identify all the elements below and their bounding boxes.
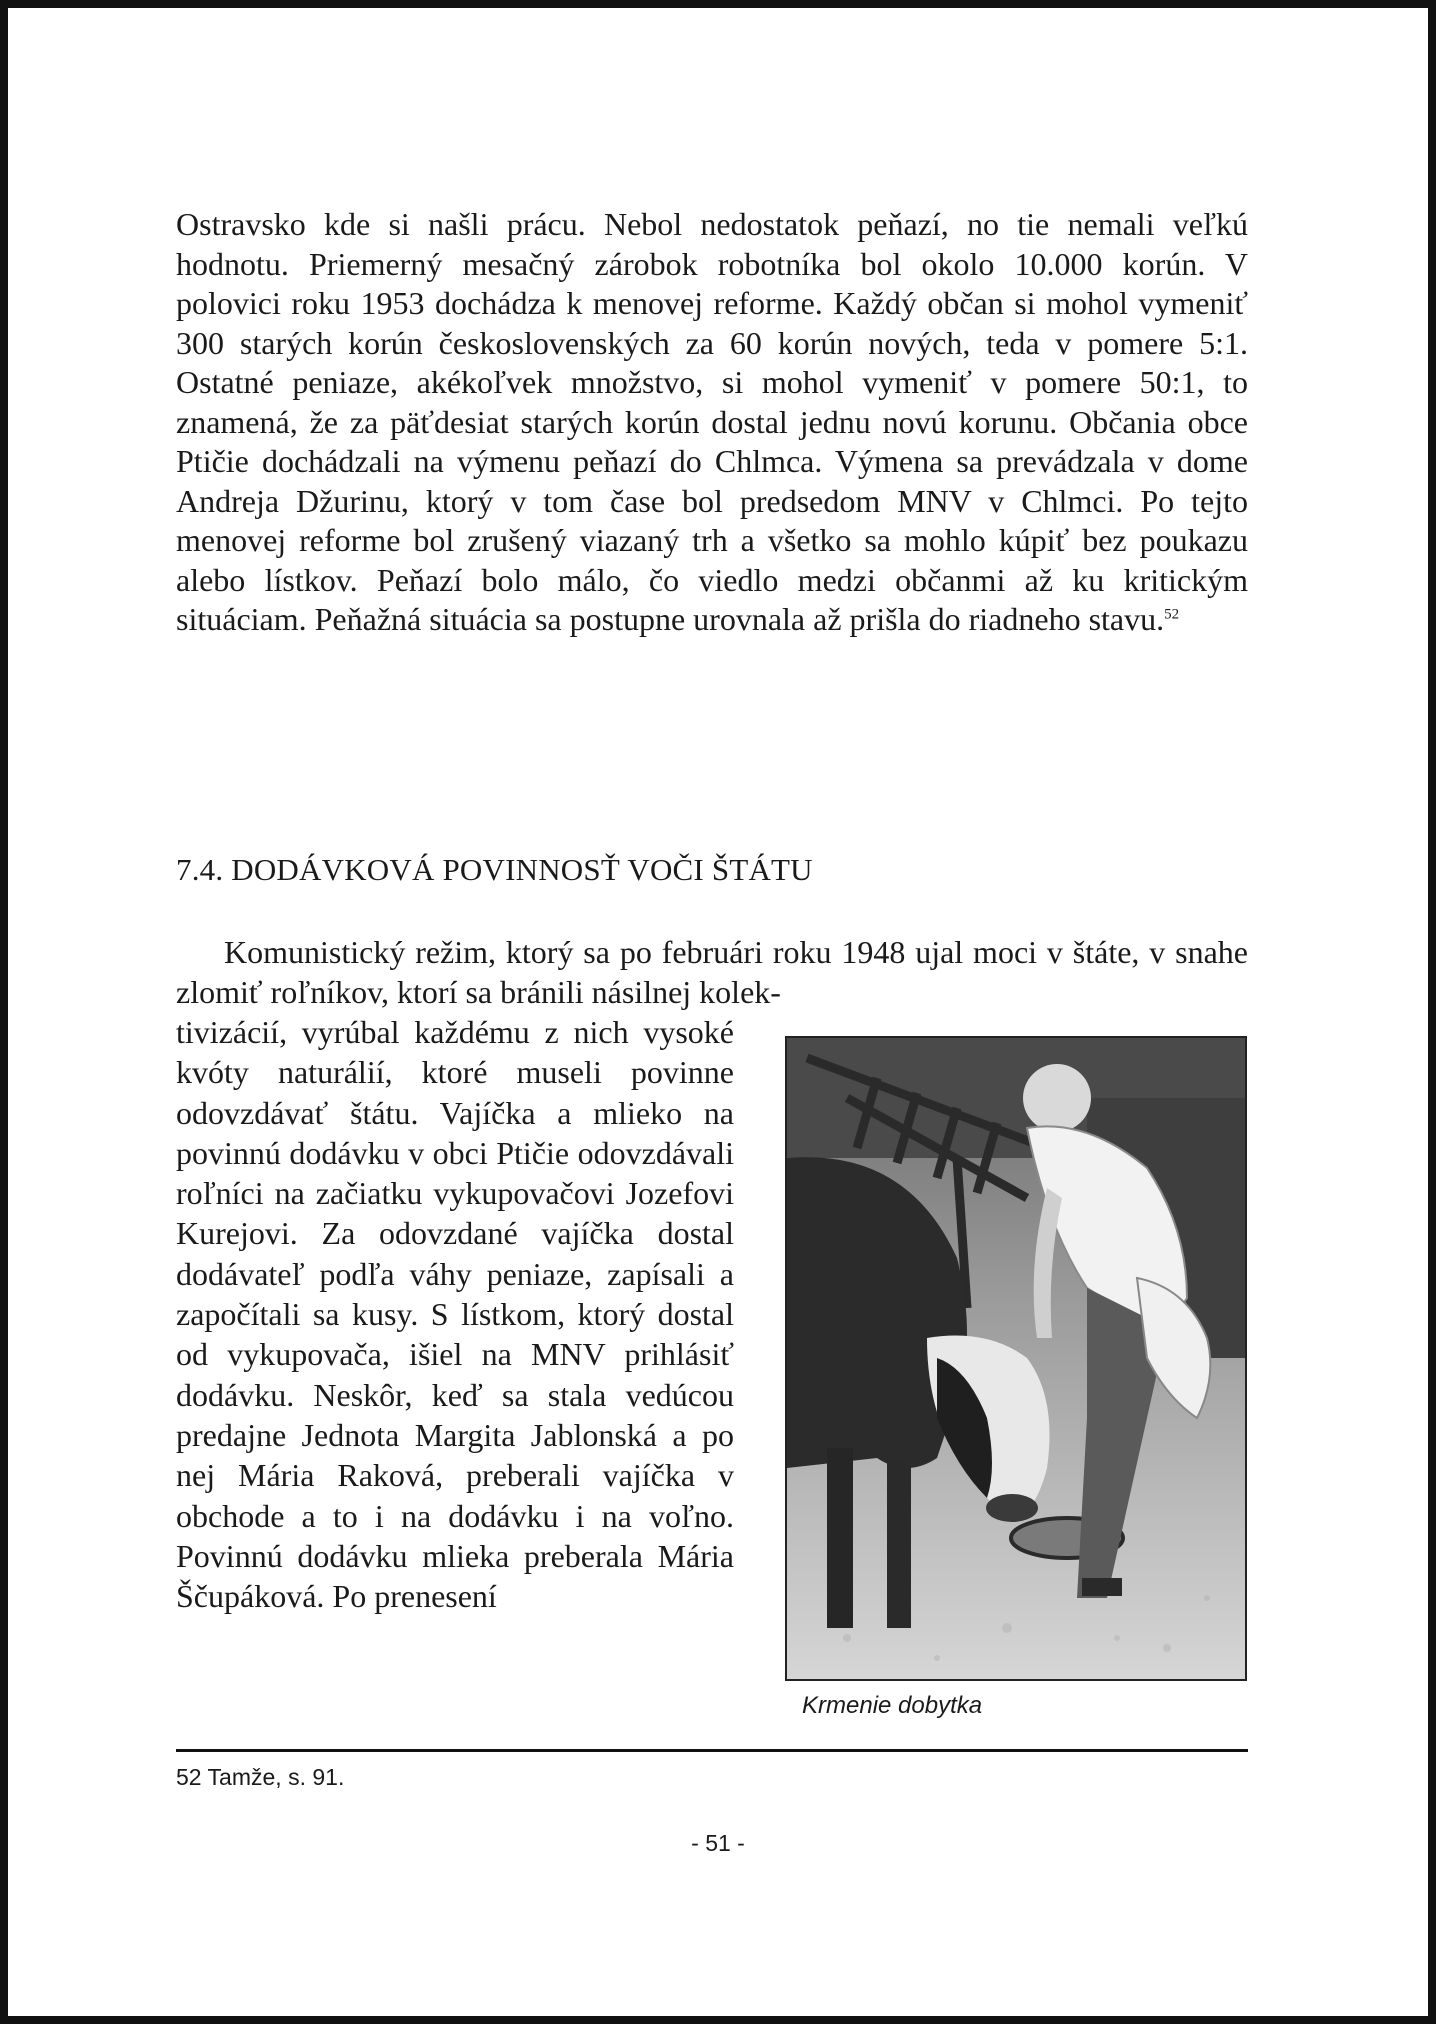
photo-caption: Krmenie dobytka — [802, 1692, 983, 1719]
photo-illustration — [787, 1038, 1245, 1679]
body-paragraph-column: tivizácií, vyrúbal každému z nich vysoké kvóty naturálií, ktoré museli povinne odovzdávať štátu. Vajíčka a mlieko na povinnú dodávku v obci Ptičie odovzdávali roľníci na začiatku vykupovačovi Jozefovi Kurejovi. Za odovzdané vajíčka dostal dodávateľ podľa váhy peniaze, zapísali a započítali sa kusy. S lístkom, ktorý dostal od vykupovača, išiel na MNV prihlásiť dodávku. Neskôr, keď sa stala vedúcou predajne Jednota Margita Jablonská a po nej Mária Raková, preberali vajíčka v obchode a to i na dodávku i na voľno. Povinnú dodávku mlieka preberala Mária Ščupáková. Po prenesení — [176, 1014, 734, 1615]
section-heading: 7.4. DODÁVKOVÁ POVINNOSŤ VOČI ŠTÁTU — [176, 852, 813, 887]
footnote-reference: 52 — [1164, 606, 1180, 623]
footnote: 52 Tamže, s. 91. — [176, 1764, 345, 1790]
photo-feeding-cattle — [785, 1036, 1247, 1681]
footnote-divider — [176, 1749, 1248, 1752]
body-paragraph-intro: Komunistický režim, ktorý sa po februári roku 1948 ujal moci v štáte, v snahe zlomiť roľníkov, ktorí sa bránili násilnej kolek- — [176, 934, 1248, 1010]
page-number: - 51 - — [691, 1830, 745, 1856]
paragraph-text: Ostravsko kde si našli prácu. Nebol nedostatok peňazí, no tie nemali veľkú hodnotu. Priemerný mesačný zárobok robotníka bol okolo 10.000 korún. V polovici roku 1953 dochádza k menovej reforme. Každý občan si mohol vymeniť 300 starých korún československých za 60 korún nových, teda v pomere 5:1. Ostatné peniaze, akékoľvek množstvo, si mohol vymeniť v pomere 50:1, to znamená, že za päťdesiat starých korún dostal jednu novú korunu. Občania obce Ptičie dochádzali na výmenu peňazí do Chlmca. Výmena sa prevádzala v dome Andreja Džurinu, ktorý v tom čase bol predsedom MNV v Chlmci. Po tejto menovej reforme bol zrušený viazaný trh a všetko sa mohlo kúpiť bez poukazu alebo lístkov. Peňazí bolo málo, čo viedlo medzi občanmi až ku kritickým situáciam. Peňažná situácia sa postupne urovnala až prišla do riadneho stavu. — [176, 206, 1248, 637]
body-paragraph-top — [176, 205, 1248, 640]
